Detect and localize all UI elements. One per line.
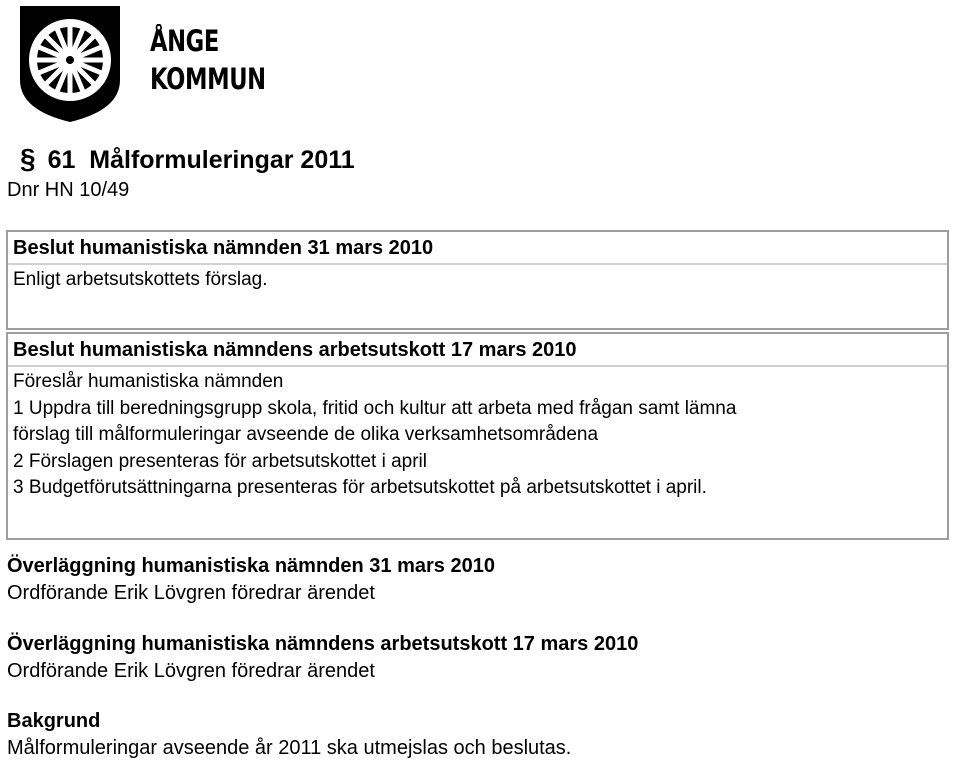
deliberation-board-section [7, 553, 495, 607]
deliberation-board-text: Ordförande Erik Lövgren föredrar ärendet [7, 582, 375, 604]
logo-line-1: ÅNGE [150, 24, 219, 58]
deliberation-committee-text: Ordförande Erik Lövgren föredrar ärendet [7, 660, 375, 682]
deliberation-committee-title: Överläggning humanistiska nämndens arbetsutskott 17 mars 2010 [7, 633, 639, 655]
paragraph-symbol: § [20, 143, 36, 174]
deliberation-board-title: Överläggning humanistiska nämnden 31 mars 2010 [7, 555, 495, 577]
decision-committee-body [8, 367, 947, 502]
logo-line-2: KOMMUN [150, 62, 266, 96]
deliberation-committee-section [7, 631, 638, 685]
decision-board-body [8, 265, 947, 294]
decision-board-line: Enligt arbetsutskottets förslag. [13, 269, 268, 290]
paragraph-heading [20, 142, 355, 177]
decision-committee-line: förslag till målformuleringar avseende de olika verksamhetsområdena [13, 424, 599, 445]
wheel-emblem-icon [16, 2, 124, 129]
municipality-logo-text [150, 22, 266, 98]
background-text: Målformuleringar avseende år 2011 ska utmejslas och beslutas. [7, 737, 572, 759]
background-section [7, 708, 571, 762]
paragraph-title: 61 Målformuleringar 2011 [47, 146, 355, 174]
background-title: Bakgrund [7, 710, 101, 732]
decision-box-committee [6, 332, 949, 540]
decision-committee-line: Föreslår humanistiska nämnden [13, 371, 284, 392]
decision-board-title: Beslut humanistiska nämnden 31 mars 2010 [8, 232, 947, 265]
decision-committee-line: 1 Uppdra till beredningsgrupp skola, fritid och kultur att arbeta med frågan samt lämna [13, 397, 737, 419]
diary-number: Dnr HN 10/49 [7, 179, 130, 201]
decision-box-board [6, 230, 949, 330]
decision-committee-line: 2 Förslagen presenteras för arbetsutskottet i april [13, 450, 427, 472]
decision-committee-line: 3 Budgetförutsättningarna presenteras för arbetsutskottet på arbetsutskottet i april. [13, 477, 707, 498]
decision-committee-title: Beslut humanistiska nämndens arbetsutskott 17 mars 2010 [8, 334, 947, 367]
